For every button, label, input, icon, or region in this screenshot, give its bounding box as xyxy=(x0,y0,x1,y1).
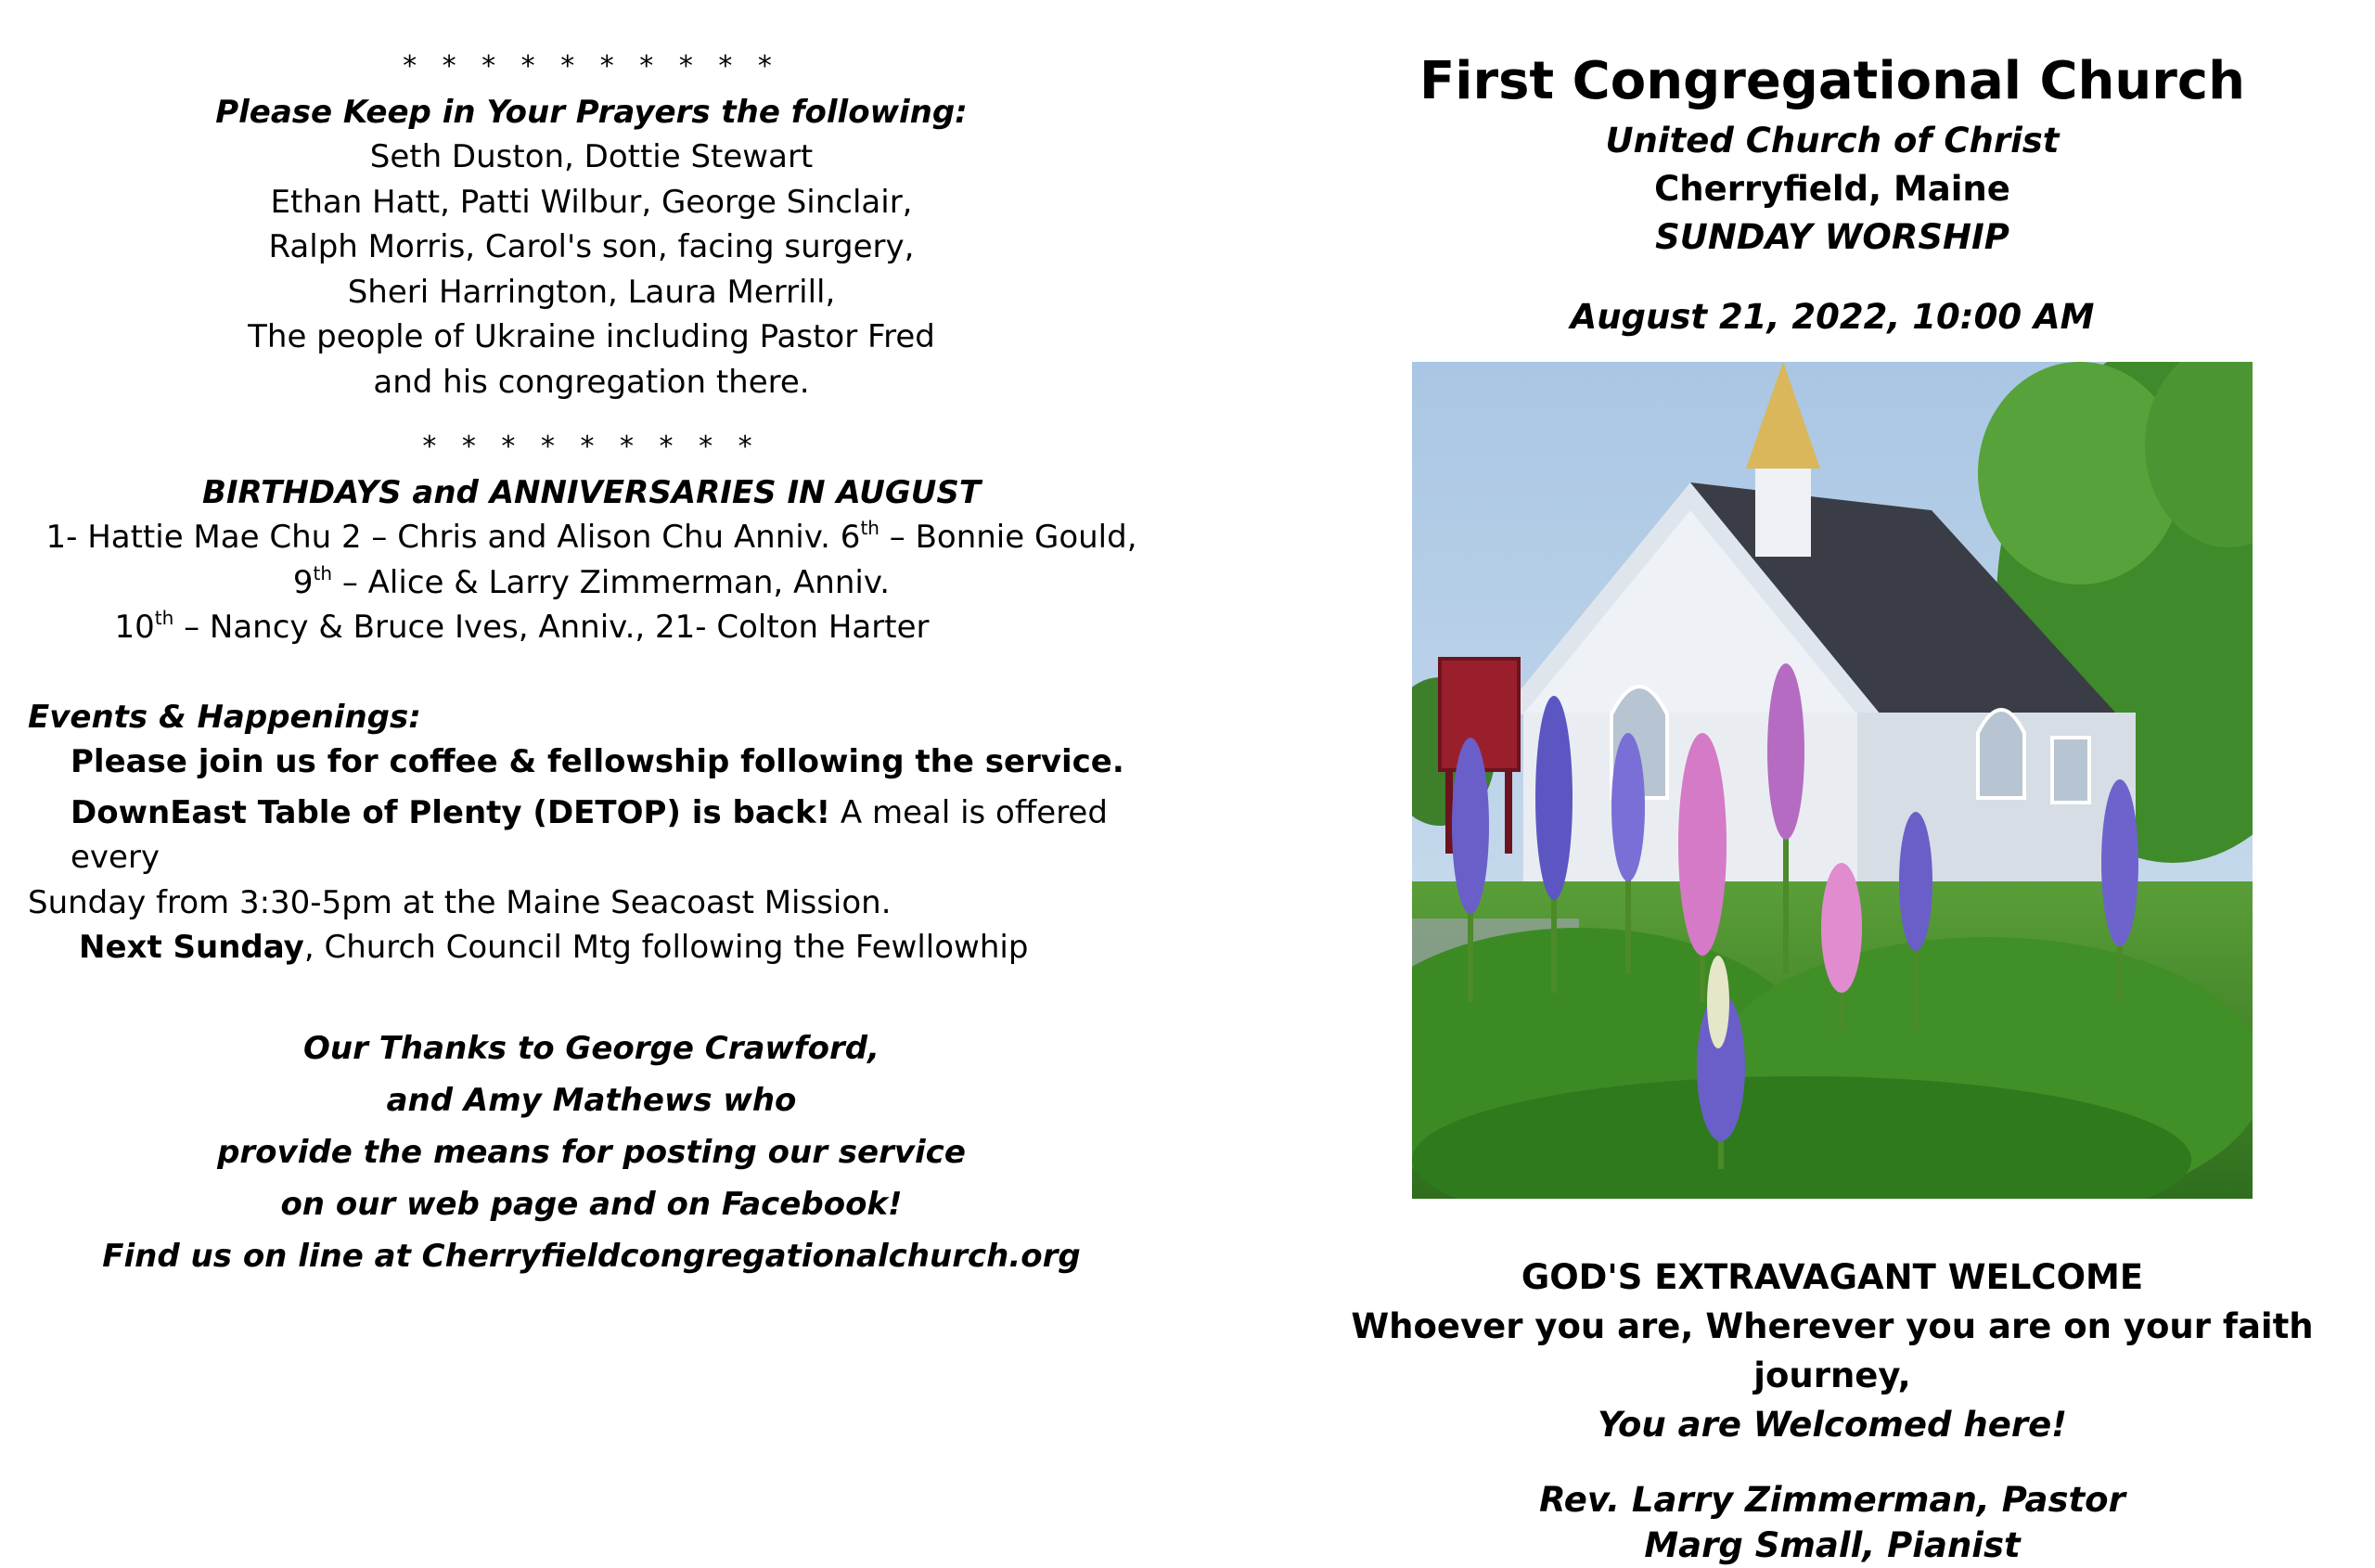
service-date: August 21, 2022, 10:00 AM xyxy=(1570,297,2095,337)
prayer-line: and his congregation there. xyxy=(373,363,810,401)
birthdays-heading: BIRTHDAYS and ANNIVERSARIES IN AUGUST xyxy=(201,473,982,511)
birthday-line: 10th – Nancy & Bruce Ives, Anniv., 21- Colton Harter xyxy=(114,607,930,646)
church-photo xyxy=(1412,362,2253,1199)
thanks-line: and Amy Mathews who xyxy=(386,1081,797,1119)
events-heading: Events & Happenings: xyxy=(28,698,421,736)
event-item: DownEast Table of Plenty (DETOP) is back! A meal is offered every xyxy=(71,793,1108,876)
thanks-line: on our web page and on Facebook! xyxy=(280,1185,903,1223)
church-name: First Congregational Church xyxy=(1419,51,2245,111)
divider-stars: * * * * * * * * * * xyxy=(403,50,780,83)
denomination: United Church of Christ xyxy=(1605,121,2060,161)
prayer-line: Seth Duston, Dottie Stewart xyxy=(369,138,814,175)
event-item-continued: Sunday from 3:30-5pm at the Maine Seacoast Mission. xyxy=(28,883,892,921)
website-line: Find us on line at Cherryfieldcongregationalchurch.org xyxy=(102,1237,1081,1275)
birthday-line: 9th – Alice & Larry Zimmerman, Anniv. xyxy=(292,561,891,601)
prayer-line: Ethan Hatt, Patti Wilbur, George Sinclair, xyxy=(270,183,913,221)
birthday-line: 1- Hattie Mae Chu 2 – Chris and Alison Chu Anniv. 6th – Bonnie Gould, xyxy=(45,517,1137,556)
thanks-line: Our Thanks to George Crawford, xyxy=(303,1029,879,1067)
welcome-tagline: You are Welcomed here! xyxy=(1597,1405,2068,1445)
left-column xyxy=(28,45,1155,1282)
divider-stars: * * * * * * * * * xyxy=(422,431,761,463)
prayers-heading: Please Keep in Your Prayers the following: xyxy=(215,93,968,131)
welcome-title: GOD'S EXTRAVAGANT WELCOME xyxy=(1521,1257,2144,1297)
welcome-line: Whoever you are, Wherever you are on your faith journey, xyxy=(1351,1306,2314,1395)
thanks-line: provide the means for posting our service xyxy=(217,1133,966,1171)
event-item: Please join us for coffee & fellowship following the service. xyxy=(71,743,1124,780)
pastor: Rev. Larry Zimmerman, Pastor xyxy=(1539,1480,2125,1520)
pianist: Marg Small, Pianist xyxy=(1644,1525,2021,1565)
service-title: SUNDAY WORSHIP xyxy=(1655,217,2009,257)
prayer-line: Ralph Morris, Carol's son, facing surgery, xyxy=(268,228,915,265)
location: Cherryfield, Maine xyxy=(1654,169,2010,209)
right-column xyxy=(1317,46,2347,1568)
event-item: Next Sunday, Church Council Mtg following the Fewllowhip xyxy=(79,929,1029,966)
prayer-line: Sheri Harrington, Laura Merrill, xyxy=(347,273,836,311)
prayer-line: The people of Ukraine including Pastor Fred xyxy=(248,318,935,355)
